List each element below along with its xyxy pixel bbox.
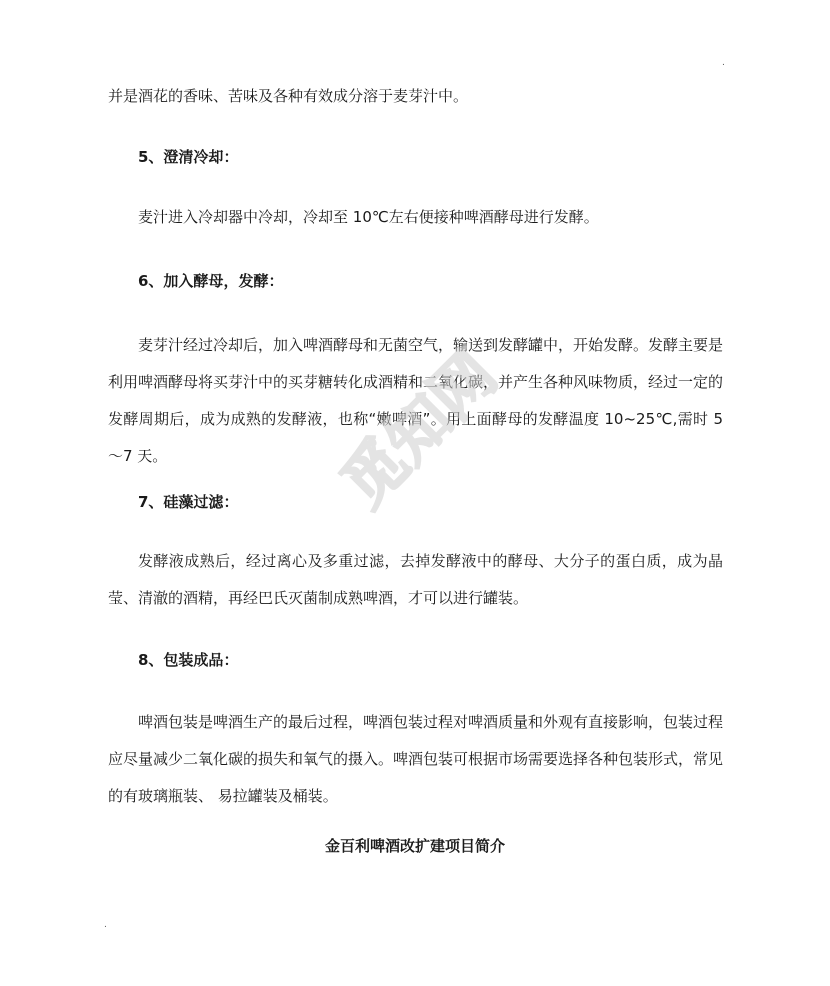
watermark-text: 觅知网 [327, 337, 511, 521]
section-heading-5: 5、澄清冷却： [138, 148, 239, 166]
intro-tail-line: 并是酒花的香味、苦味及各种有效成分溶于麦芽汁中。 [108, 87, 469, 105]
section-heading-8: 8、包装成品： [138, 651, 239, 669]
corner-mark-bottom: . [104, 920, 107, 930]
corner-mark-top: . [722, 58, 725, 68]
section-heading-7: 7、硅藻过滤： [138, 493, 239, 511]
section-body-5: 麦汁进入冷却器中冷却，冷却至 10℃左右便接种啤酒酵母进行发酵。 [138, 208, 599, 226]
section-heading-6: 6、加入酵母，发酵： [138, 272, 284, 290]
section-body-7: 发酵液成熟后，经过离心及多重过滤，去掉发酵液中的酵母、大分子的蛋白质，成为晶莹、清澈的酒精，再经巴氏灭菌制成熟啤酒，才可以进行罐装。 [108, 552, 723, 607]
next-section-title: 金百利啤酒改扩建项目简介 [324, 837, 505, 855]
section-body-6: 麦芽汁经过冷却后，加入啤酒酵母和无菌空气，输送到发酵罐中，开始发酵。发酵主要是利用啤酒酵母将买芽汁中的买芽糖转化成酒精和二氧化碳，并产生各种风味物质，经过一定的发酵周期后，成为成熟的发酵液，也称“嫩啤酒”。用上面酵母的发酵温度 10~25℃,需时 5～7 天。 [108, 336, 724, 465]
section-body-8: 啤酒包装是啤酒生产的最后过程，啤酒包装过程对啤酒质量和外观有直接影响，包装过程应尽量减少二氧化碳的损失和氧气的摄入。啤酒包装可根据市场需要选择各种包装形式，常见的有玻璃瓶装、 易拉罐装及桶装。 [108, 713, 724, 805]
